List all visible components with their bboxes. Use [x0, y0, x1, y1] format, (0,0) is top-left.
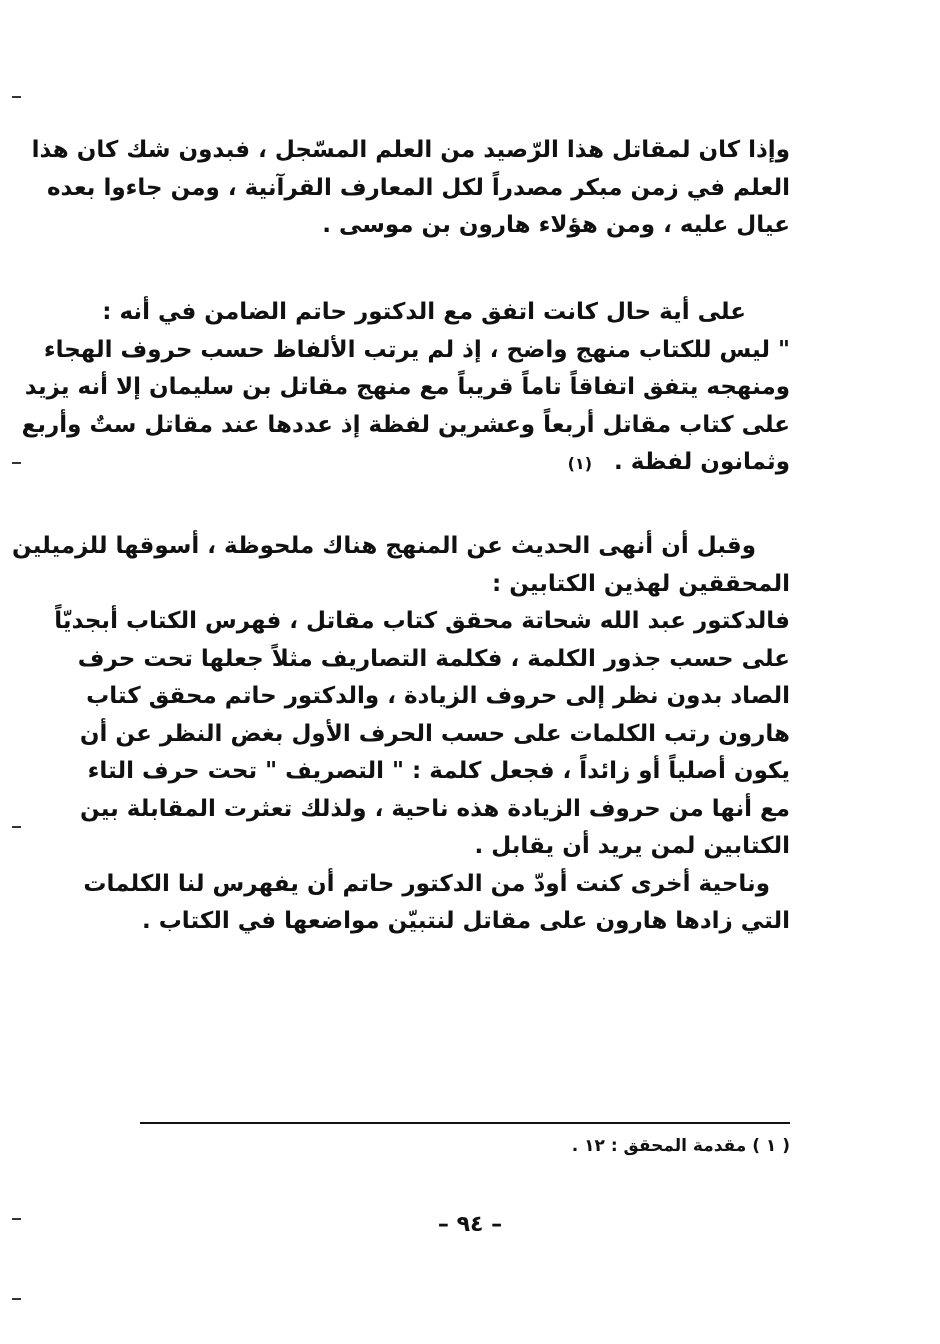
text-line: وناحية أخرى كنت أودّ من الدكتور حاتم أن يفهرس لنا الكلمات — [83, 870, 770, 897]
text-line: وإذا كان لمقاتل هذا الرّصيد من العلم المسّجل ، فبدون شك كان هذا — [31, 137, 790, 163]
text-line: " ليس للكتاب منهج واضح ، إذ لم يرتب الألفاظ حسب حروف الهجاء — [43, 336, 790, 363]
text-fragment: وثمانون لفظة . — [614, 449, 790, 475]
text-line: فالدكتور عبد الله شحاتة محقق كتاب مقاتل ، فهرس الكتاب أبجديّاً — [54, 608, 790, 634]
text-line: العلم في زمن مبكر مصدراً لكل المعارف القرآنية ، ومن جاءوا بعده — [46, 174, 790, 201]
text-line: التي زادها هارون على مقاتل لنتبيّن مواضعها في الكتاب . — [141, 908, 790, 934]
margin-mark — [12, 96, 21, 98]
margin-mark — [12, 1298, 21, 1300]
footnote-divider — [140, 1122, 790, 1124]
margin-mark — [12, 462, 21, 464]
footnote-reference: (١) — [567, 454, 592, 473]
text-line: ومنهجه يتفق اتفاقاً تاماً قريباً مع منهج مقاتل بن سليمان إلا أنه يزيد — [24, 374, 790, 400]
paragraph-3 — [12, 528, 790, 941]
text-line: عيال عليه ، ومن هؤلاء هارون بن موسى . — [322, 212, 790, 238]
text-line: الصاد بدون نظر إلى حروف الزيادة ، والدكتور حاتم محقق كتاب — [86, 683, 790, 709]
text-line: مع أنها من حروف الزيادة هذه ناحية ، ولذلك تعثرت المقابلة بين — [80, 795, 790, 822]
text-line: على حسب جذور الكلمة ، فكلمة التصاريف مثلاً جعلها تحت حرف — [77, 645, 790, 672]
text-line: وقبل أن أنهى الحديث عن المنهج هناك ملحوظة ، أسوقها للزميلين — [12, 533, 756, 559]
text-line: على أية حال كانت اتفق مع الدكتور حاتم الضامن في أنه : — [102, 299, 746, 325]
footnote: ( ١ ) مقدمة المحقق : ١٢ . — [571, 1136, 790, 1156]
paragraph-1 — [31, 132, 790, 245]
margin-mark — [12, 826, 21, 828]
paragraph-2 — [21, 294, 790, 483]
page-number: – ٩٤ – — [437, 1212, 503, 1237]
text-line: يكون أصلياً أو زائداً ، فجعل كلمة : " التصريف " تحت حرف التاء — [87, 758, 790, 784]
text-line: على كتاب مقاتل أربعاً وعشرين لفظة إذ عددها عند مقاتل ستٌ وأربع — [21, 411, 790, 438]
text-line: المحققين لهذين الكتابين : — [491, 570, 790, 597]
text-line — [132, 444, 790, 483]
text-line: الكتابين لمن يريد أن يقابل . — [474, 833, 790, 859]
text-line: هارون رتب الكلمات على حسب الحرف الأول بغض النظر عن أن — [79, 720, 790, 747]
